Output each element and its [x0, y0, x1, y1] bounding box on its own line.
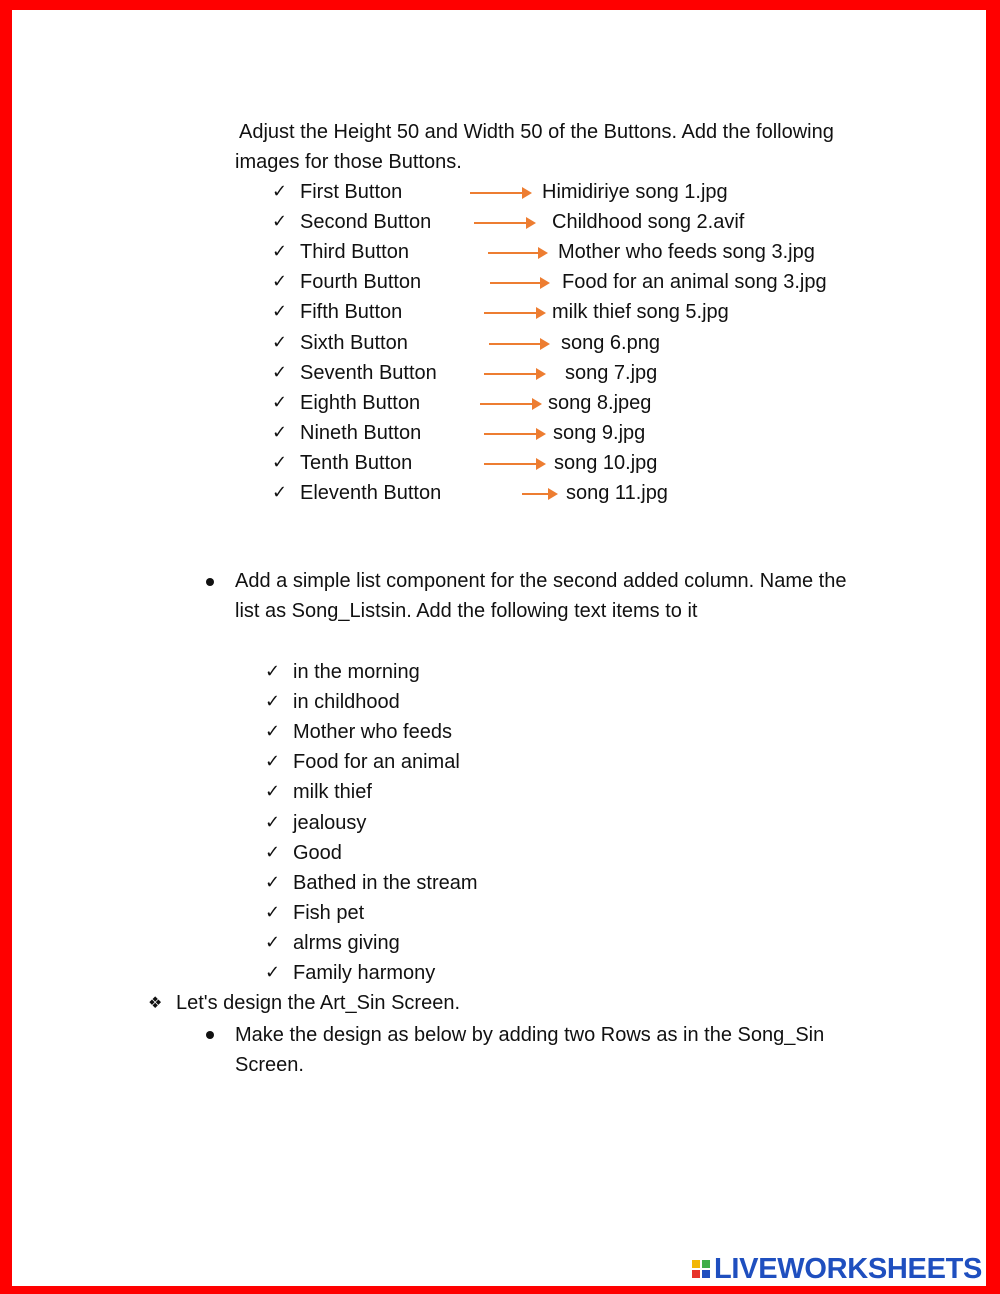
button-name: Nineth Button: [300, 421, 422, 444]
button-image-filename: Himidiriye song 1.jpg: [542, 181, 728, 203]
checkmark-icon: ✓: [272, 271, 288, 293]
button-image-filename: song 11.jpg: [566, 482, 668, 504]
arrow-right-icon: [484, 367, 546, 381]
checkmark-icon: ✓: [265, 721, 281, 743]
arrow-right-icon: [484, 457, 546, 471]
list-item-label: Food for an animal: [293, 751, 460, 774]
list-item-label: Good: [293, 841, 342, 864]
list-instruction-line-1: Add a simple list component for the second added column. Name the: [235, 570, 847, 592]
art-bullet-line-2: Screen.: [235, 1054, 304, 1076]
list-item-label: Family harmony: [293, 962, 436, 984]
art-section-heading: Let's design the Art_Sin Screen.: [176, 992, 460, 1014]
checkmark-icon: ✓: [272, 421, 288, 443]
button-image-filename: song 10.jpg: [554, 451, 658, 474]
button-name: Eleventh Button: [300, 482, 442, 504]
checkmark-icon: ✓: [265, 901, 281, 923]
checkmark-icon: ✓: [265, 962, 281, 983]
checkmark-icon: ✓: [272, 331, 288, 353]
arrow-right-icon: [488, 246, 548, 260]
arrow-right-icon: [470, 186, 532, 200]
art-bullet-line-1: Make the design as below by adding two Rows as in the Song_Sin: [235, 1024, 825, 1046]
checkmark-icon: ✓: [272, 211, 288, 233]
arrow-right-icon: [480, 397, 542, 411]
button-image-filename: Food for an animal song 3.jpg: [562, 271, 827, 294]
button-image-filename: Childhood song 2.avif: [552, 211, 745, 234]
logo-mark-icon: [692, 1260, 710, 1278]
button-name: Fifth Button: [300, 301, 403, 324]
button-image-filename: milk thief song 5.jpg: [552, 301, 729, 324]
checkmark-icon: ✓: [265, 661, 281, 682]
checkmark-icon: ✓: [265, 781, 281, 803]
list-item-label: alrms giving: [293, 931, 400, 954]
checkmark-icon: ✓: [272, 451, 288, 473]
checkmark-icon: ✓: [265, 691, 281, 713]
checkmark-icon: ✓: [265, 751, 281, 773]
button-image-filename: song 9.jpg: [553, 421, 646, 444]
arrow-right-icon: [474, 216, 536, 230]
button-name: Tenth Button: [300, 451, 413, 474]
button-name: Sixth Button: [300, 331, 408, 354]
button-name: First Button: [300, 181, 403, 203]
checkmark-icon: ✓: [272, 391, 288, 413]
list-item-label: milk thief: [293, 781, 372, 804]
button-image-filename: Mother who feeds song 3.jpg: [558, 241, 815, 264]
checkmark-icon: ✓: [272, 361, 288, 383]
button-image-filename: song 6.png: [561, 331, 660, 354]
list-item-label: Bathed in the stream: [293, 871, 478, 894]
list-instruction-line-2: list as Song_Listsin. Add the following text items to it: [235, 600, 698, 622]
bullet-icon: [206, 578, 214, 586]
logo-text: LIVEWORKSHEETS: [714, 1252, 983, 1285]
list-item-label: in childhood: [293, 691, 400, 714]
arrow-right-icon: [490, 276, 550, 290]
button-image-filename: song 8.jpeg: [548, 391, 652, 414]
liveworksheets-logo: [692, 1252, 982, 1286]
arrow-right-icon: [484, 306, 546, 320]
diamond-bullet-icon: ❖: [148, 993, 163, 1012]
arrow-right-icon: [489, 337, 550, 351]
checkmark-icon: ✓: [265, 871, 281, 893]
button-name: Eighth Button: [300, 391, 421, 414]
intro-line-2: images for those Buttons.: [235, 151, 462, 173]
button-name: Seventh Button: [300, 361, 437, 384]
intro-line-1: Adjust the Height 50 and Width 50 of the Buttons. Add the following: [239, 121, 834, 143]
checkmark-icon: ✓: [272, 181, 288, 202]
checkmark-icon: ✓: [272, 241, 288, 263]
list-item-label: in the morning: [293, 661, 420, 683]
button-name: Third Button: [300, 241, 409, 264]
checkmark-icon: ✓: [265, 931, 281, 953]
list-item-label: jealousy: [293, 811, 367, 834]
checkmark-icon: ✓: [272, 301, 288, 323]
checkmark-icon: ✓: [265, 811, 281, 833]
bullet-icon: [206, 1031, 214, 1039]
button-image-filename: song 7.jpg: [565, 361, 658, 384]
list-item-label: Mother who feeds: [293, 721, 452, 744]
checkmark-icon: ✓: [272, 482, 288, 503]
checkmark-icon: ✓: [265, 841, 281, 863]
arrow-right-icon: [522, 487, 558, 501]
button-name: Second Button: [300, 211, 432, 234]
button-name: Fourth Button: [300, 271, 422, 294]
list-item-label: Fish pet: [293, 901, 365, 924]
arrow-right-icon: [484, 427, 546, 441]
